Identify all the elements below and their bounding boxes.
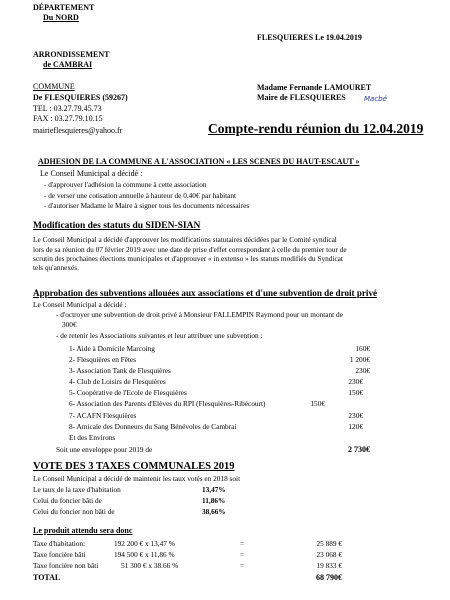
- section-taxes-heading: VOTE DES 3 TAXES COMMUNALES 2019: [33, 461, 235, 472]
- tax-rate-label: Celui du foncier bâti de: [33, 496, 102, 505]
- paragraph-line: tels qu'annexés.: [33, 263, 79, 272]
- section-subventions-heading: Approbation des subventions allouées aux associations et d'une subvention de droit privé: [33, 288, 378, 298]
- paragraph-line: lors de sa réunion du 07 février 2019 avec une date de prise d'effet correspondant à celle du premier tour de: [33, 245, 347, 254]
- section-adhesion-intro: Le Conseil Municipal a décidé :: [40, 169, 143, 178]
- phone-number: TEL : 03.27.79.45.73: [33, 104, 102, 113]
- produit-row-calc: 51 300 € x 38.66 %: [121, 561, 179, 570]
- department-label: DÉPARTEMENT: [33, 3, 95, 12]
- produit-row-label: Taxe d'habitation:: [33, 539, 86, 548]
- produit-row-label: Taxe foncière bâti: [33, 550, 86, 559]
- produit-row-label: Taxe foncière non bâti: [33, 561, 99, 570]
- list-item: - d'autoriser Madame le Maire à signer tous les documents nécessaires: [44, 201, 250, 210]
- association-name: 2- Flesquières en Fêtes: [69, 355, 137, 364]
- list-item: 300€: [62, 320, 77, 329]
- produit-row-calc: 192 200 € x 13,47 %: [114, 539, 175, 548]
- section-subventions-intro: Le Conseil Municipal a décidé :: [33, 300, 127, 309]
- association-name: 5- Coopérative de l'Ecole de Flesquières: [69, 388, 187, 397]
- arrondissement-name: de CAMBRAI: [43, 60, 93, 69]
- list-item: - d'approuver l'adhésion la commune à cette association: [44, 180, 207, 189]
- subventions-total-label: Soit une enveloppe pour 2019 de: [56, 445, 153, 454]
- produit-row-equals: =: [240, 550, 245, 559]
- section-siden-heading: Modification des statuts du SIDEN-SIAN: [33, 221, 201, 231]
- tax-rate-label: Celui du foncier non bâti de: [33, 507, 115, 516]
- letter-date: FLESQUIERES Le 19.04.2019: [257, 33, 362, 42]
- produit-row-calc: 194 500 € x 11,86 %: [114, 550, 175, 559]
- list-item: - de verser une cotisation annuelle à hauteur de 0.40€ par habitant: [44, 191, 237, 200]
- tax-rate-value: 38,66%: [202, 507, 226, 516]
- association-amount: 120€: [348, 422, 363, 431]
- section-produit-heading: Le produit attendu sera donc: [33, 526, 133, 535]
- fax-number: FAX : 03.27.79.10.15: [33, 114, 103, 123]
- association-name: 3- Association Tank de Flesquières: [69, 366, 171, 375]
- association-amount: 230€: [355, 366, 370, 375]
- produit-row-equals: =: [240, 561, 245, 570]
- paragraph-line: scrutin des prochaines élections municipales et d'approuver « in extenso » les statuts modifiés du Syndicat: [33, 254, 343, 263]
- produit-row-value: 25 889 €: [316, 539, 342, 548]
- association-name: 7- ACAFN Flesquières: [69, 411, 137, 420]
- association-name: 8- Amicale des Donneurs du Sang Bénévoles de Cambrai: [69, 422, 237, 431]
- produit-row-value: 19 833 €: [316, 561, 342, 570]
- department-name: Du NORD: [43, 13, 79, 22]
- handwritten-signature: Macbé: [364, 95, 387, 103]
- association-amount: 150€: [348, 388, 363, 397]
- association-amount: 150€: [310, 399, 325, 408]
- section-taxes-intro: Le Conseil Municipal a décidé de maintenir les taux votés en 2018 soit: [33, 474, 241, 483]
- recipient-name: Madame Fernande LAMOURET: [257, 83, 372, 92]
- list-item: - d'octroyer une subvention de droit privé à Monsieur FALLEMPIN Raymond pour un montant de: [56, 310, 343, 319]
- produit-row-value: 23 068 €: [316, 550, 342, 559]
- tax-rate-value: 11,86%: [202, 496, 226, 505]
- section-adhesion-heading: ADHESION DE LA COMMUNE A L'ASSOCIATION « LES SCENES DU HAUT-ESCAUT »: [38, 157, 360, 166]
- association-name: 1- Aide à Domicile Marcoing: [69, 344, 155, 353]
- association-amount: 160€: [355, 344, 370, 353]
- produit-row-equals: =: [240, 539, 245, 548]
- subventions-total-value: 2 730€: [348, 445, 370, 454]
- tax-rate-label: Le taux de la taxe d'habitation: [33, 485, 121, 494]
- produit-total-label: TOTAL: [33, 573, 61, 582]
- produit-total-value: 68 790€: [316, 573, 342, 582]
- association-name: 4- Club de Loisirs de Flesquières: [69, 377, 166, 386]
- association-amount: 1 200€: [349, 355, 370, 364]
- arrondissement-label: ARRONDISSEMENT: [33, 50, 110, 59]
- email-address: mairieflesquieres@yahoo.fr: [33, 126, 123, 135]
- commune-name: De FLESQUIERES (59267): [33, 93, 128, 102]
- recipient-title: Maire de FLESQUIERES: [257, 93, 346, 102]
- association-name: 6- Association des Parents d'Elèves du RPI (Flesquières-Ribécourt): [69, 399, 266, 408]
- list-item: - de retenir les Associations suivantes et leur attribuer une subvention :: [56, 331, 263, 340]
- association-amount: 230€: [348, 411, 363, 420]
- association-amount: 230€: [348, 377, 363, 386]
- paragraph-line: Le Conseil Municipal a décidé d'approuver les modifications statutaires décidées par le Comité syndical: [33, 235, 337, 244]
- tax-rate-value: 13,47%: [202, 485, 226, 494]
- association-note: Et des Environs: [69, 433, 116, 442]
- document-title: Compte-rendu réunion du 12.04.2019: [208, 121, 424, 136]
- commune-label: COMMUNE: [33, 82, 75, 91]
